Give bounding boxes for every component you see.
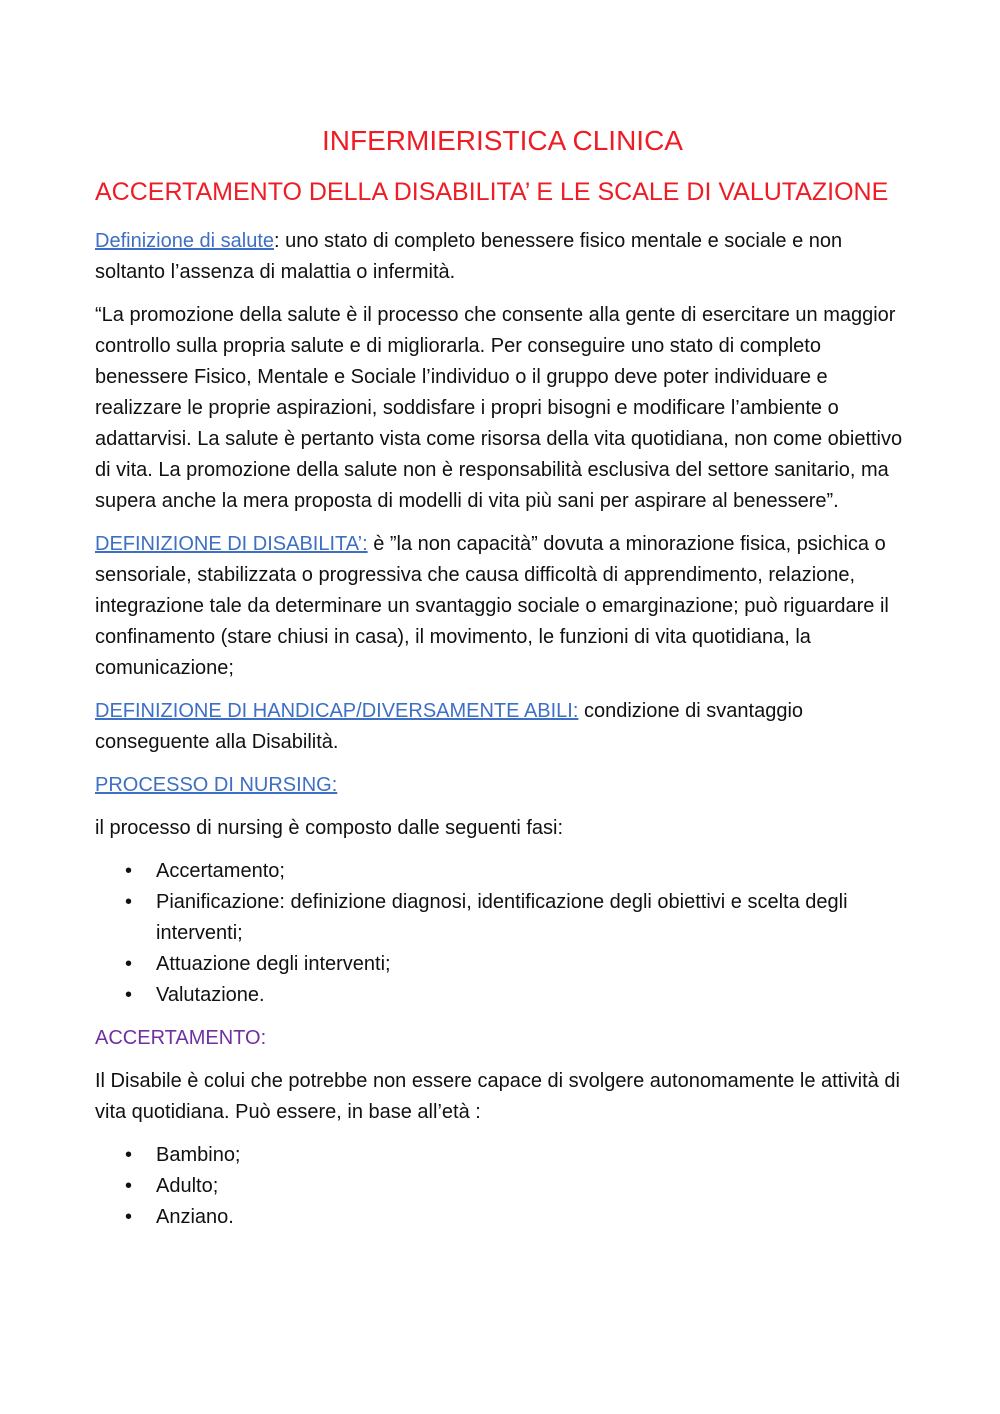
list-item xyxy=(125,1202,910,1233)
list-item-text: Accertamento; xyxy=(156,860,285,882)
list-item xyxy=(125,887,910,949)
handicap-definition-text: condizione di svantaggio conseguente alla Disabilità. xyxy=(95,700,804,753)
nursing-heading-paragraph xyxy=(95,770,910,801)
list-item xyxy=(125,856,910,887)
accertamento-text: Il Disabile è colui che potrebbe non essere capace di svolgere autonomamente le attività di vita quotidiana. Può essere, in base all’età : xyxy=(95,1070,900,1123)
list-item xyxy=(125,1140,910,1171)
salute-definition-link[interactable]: Definizione di salute xyxy=(95,230,274,252)
bullet-icon: • xyxy=(125,1144,133,1166)
handicap-definition-link[interactable]: DEFINIZIONE DI HANDICAP/DIVERSAMENTE ABILI: xyxy=(95,700,579,722)
list-item xyxy=(125,949,910,980)
bullet-icon: • xyxy=(125,1206,133,1228)
list-item xyxy=(125,980,910,1011)
age-groups-list xyxy=(95,1140,910,1233)
document-subtitle: ACCERTAMENTO DELLA DISABILITA’ E LE SCALE DI VALUTAZIONE xyxy=(95,178,889,206)
bullet-icon: • xyxy=(125,891,133,913)
bullet-icon: • xyxy=(125,1175,133,1197)
disability-definition-paragraph xyxy=(95,529,910,684)
nursing-phases-list xyxy=(95,856,910,1011)
document-page xyxy=(95,120,910,1245)
salute-definition-text: : uno stato di completo benessere fisico mentale e sociale e non soltanto l’assenza di malattia o infermità. xyxy=(95,230,843,283)
list-item-text: Bambino; xyxy=(156,1144,241,1166)
bullet-icon: • xyxy=(125,953,133,975)
disability-definition-text: è ”la non capacità” dovuta a minorazione fisica, psichica o sensoriale, stabilizzata o progressiva che causa difficoltà di apprendimento, relazione, integrazione tale da determinare un svantaggio sociale o emarginazione; può riguardare il confinamento (stare chiusi in casa), il movimento, le funzioni di vita quotidiana, la comunicazione; xyxy=(95,533,889,679)
bullet-icon: • xyxy=(125,860,133,882)
list-item-text: Anziano. xyxy=(156,1206,234,1228)
list-item-text: Pianificazione: definizione diagnosi, identificazione degli obiettivi e scelta degli interventi; xyxy=(156,891,848,944)
list-item xyxy=(125,1171,910,1202)
accertamento-heading: ACCERTAMENTO: xyxy=(95,1027,267,1049)
nursing-intro: il processo di nursing è composto dalle seguenti fasi: xyxy=(95,817,564,839)
disability-definition-link[interactable]: DEFINIZIONE DI DISABILITA’: xyxy=(95,533,368,555)
document-title: INFERMIERISTICA CLINICA xyxy=(322,125,683,156)
bullet-icon: • xyxy=(125,984,133,1006)
handicap-definition-paragraph xyxy=(95,696,910,758)
promotion-quote-paragraph: “La promozione della salute è il processo che consente alla gente di esercitare un maggior controllo sulla propria salute e di migliorarla. Per conseguire uno stato di completo benessere Fisico, Mentale e Sociale l’individuo o il gruppo deve poter individuare e realizzare le proprie aspirazioni, soddisfare i propri bisogni e modificare l’ambiente o adattarvisi. La salute è pertanto vista come risorsa della vita quotidiana, non come obiettivo di vita. La promozione della salute non è responsabilità esclusiva del settore sanitario, ma supera anche la mera proposta di modelli di vita più sani per aspirare al benessere”. xyxy=(95,304,903,512)
nursing-heading-link[interactable]: PROCESSO DI NURSING: xyxy=(95,774,338,796)
salute-definition-paragraph xyxy=(95,226,910,288)
list-item-text: Attuazione degli interventi; xyxy=(156,953,391,975)
list-item-text: Valutazione. xyxy=(156,984,265,1006)
list-item-text: Adulto; xyxy=(156,1175,219,1197)
